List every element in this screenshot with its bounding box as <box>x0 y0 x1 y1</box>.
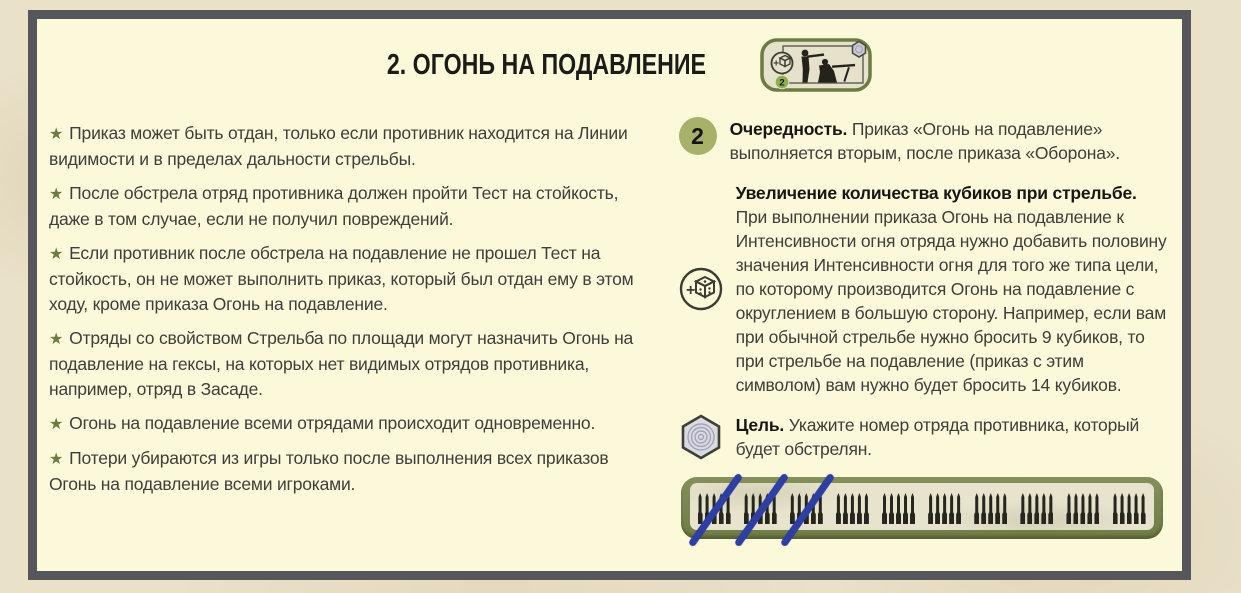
bullet-icon <box>903 493 908 524</box>
ammo-group <box>1113 493 1146 524</box>
bullet-icon <box>1134 493 1139 524</box>
bullet-icon <box>882 493 887 524</box>
bullet-icon <box>995 493 1000 524</box>
svg-text:+: + <box>685 282 695 299</box>
bullet-icon <box>956 493 961 524</box>
star-bullet-icon: ★ <box>49 126 64 143</box>
bullet-icon <box>1120 493 1125 524</box>
ammo-tracker-token <box>681 477 1163 539</box>
ammo-group <box>1020 493 1053 524</box>
bullet-icon <box>1020 493 1025 524</box>
plus-die-icon <box>679 267 723 311</box>
star-bullet-icon: ★ <box>49 416 64 433</box>
content-columns <box>37 95 1182 539</box>
cross-out-mark <box>780 473 835 547</box>
bullet-icon <box>790 493 795 524</box>
bullet-icon <box>1041 493 1046 524</box>
bullet-icon <box>1080 493 1085 524</box>
cross-out-mark <box>734 473 789 547</box>
bullet-icon <box>1141 493 1146 524</box>
bullet-icon <box>949 493 954 524</box>
order-card-graphic <box>760 38 872 92</box>
order-sequence-item <box>679 117 1170 165</box>
target-text: Цель. Укажите номер отряда противника, который будет обстрелян. <box>735 415 1140 459</box>
ammo-group <box>1066 493 1099 524</box>
rule-bullet: ★ Если противник после обстрела на подавление не прошел Тест на стойкость, он не может выполнить приказ, который был отдан ему в этом ходу, кроме приказа Огонь на подавление. <box>49 243 634 314</box>
bullet-icon <box>1002 493 1007 524</box>
bullet-icon <box>836 493 841 524</box>
order-number-badge <box>775 75 789 89</box>
star-bullet-icon: ★ <box>49 331 64 348</box>
bullet-icon <box>1127 493 1132 524</box>
bullet-icon <box>910 493 915 524</box>
ammo-group <box>882 493 915 524</box>
rule-bullet: ★ После обстрела отряд противника должен пройти Тест на стойкость, даже в том случае, если не получил повреждений. <box>49 183 619 229</box>
bullet-icon <box>1087 493 1092 524</box>
ammo-group <box>698 493 731 524</box>
bullet-icon <box>889 493 894 524</box>
bullet-icon <box>1094 493 1099 524</box>
ammo-group <box>744 493 777 524</box>
bullet-icon <box>1113 493 1118 524</box>
ammo-group <box>928 493 961 524</box>
sequence-text: Очередность. Приказ «Огонь на подавление» выполняется вторым, после приказа «Оборона». <box>729 119 1120 163</box>
target-item <box>679 413 1170 461</box>
dice-increase-item <box>679 181 1170 397</box>
bullet-icon <box>744 493 749 524</box>
ammo-group <box>974 493 1007 524</box>
cross-out-mark <box>688 473 743 547</box>
rule-bullet: ★ Отряды со свойством Стрельба по площади могут назначить Огонь на подавление на гексы, на которых нет видимых отрядов противника, например, отряд в Засаде. <box>49 328 634 399</box>
bullet-icon <box>1027 493 1032 524</box>
bullet-icon <box>864 493 869 524</box>
bullet-icon <box>850 493 855 524</box>
bullet-icon <box>857 493 862 524</box>
rules-bullet-list <box>49 115 647 539</box>
bullet-icon <box>843 493 848 524</box>
bullet-icon <box>1034 493 1039 524</box>
suppressive-fire-order-card <box>760 38 872 92</box>
plus-die-icon-small <box>771 53 792 74</box>
bullet-icon <box>1048 493 1053 524</box>
bullet-icon <box>1073 493 1078 524</box>
rules-panel <box>28 10 1191 580</box>
bullet-icon <box>942 493 947 524</box>
order-details-column <box>679 115 1170 539</box>
hex-target-icon <box>679 414 723 460</box>
rule-bullet: ★ Огонь на подавление всеми отрядами происходит одновременно. <box>49 413 596 433</box>
bullet-icon <box>935 493 940 524</box>
rule-bullet: ★ Потери убираются из игры только после выполнения всех приказов Огонь на подавление всеми игроками. <box>49 448 609 494</box>
rule-bullet: ★ Приказ может быть отдан, только если противник находится на Линии видимости и в пределах дальности стрельбы. <box>49 123 628 169</box>
bullet-icon <box>981 493 986 524</box>
star-bullet-icon: ★ <box>49 186 64 203</box>
sequence-number-badge: 2 <box>679 117 717 155</box>
bullet-icon <box>896 493 901 524</box>
bullet-icon <box>698 493 703 524</box>
ammo-strip-inner <box>690 483 1154 530</box>
hex-target-icon-small <box>852 42 865 58</box>
title-row <box>37 35 1182 95</box>
bullet-icon <box>988 493 993 524</box>
bullet-icon <box>974 493 979 524</box>
page-title: 2. ОГОНЬ НА ПОДАВЛЕНИЕ <box>386 48 707 81</box>
bullet-icon <box>928 493 933 524</box>
bullet-icon <box>1066 493 1071 524</box>
star-bullet-icon: ★ <box>49 451 64 468</box>
dice-increase-text: Увеличение количества кубиков при стрельбе. При выполнении приказа Огонь на подавление к Интенсивности огня отряда нужно добавить половину значения Интенсивности огня для того же типа цели, по которому производится Огонь на подавление с округлением в большую сторону. Например, если вам при обычной стрельбе нужно бросить 9 кубиков, то при стрельбе на подавление (приказ с этим символом) вам нужно будет бросить 14 кубиков. <box>735 183 1167 395</box>
ammo-group <box>790 493 823 524</box>
svg-text:+: + <box>773 58 779 70</box>
star-bullet-icon: ★ <box>49 246 64 263</box>
ammo-group <box>836 493 869 524</box>
svg-text:2: 2 <box>779 77 785 89</box>
